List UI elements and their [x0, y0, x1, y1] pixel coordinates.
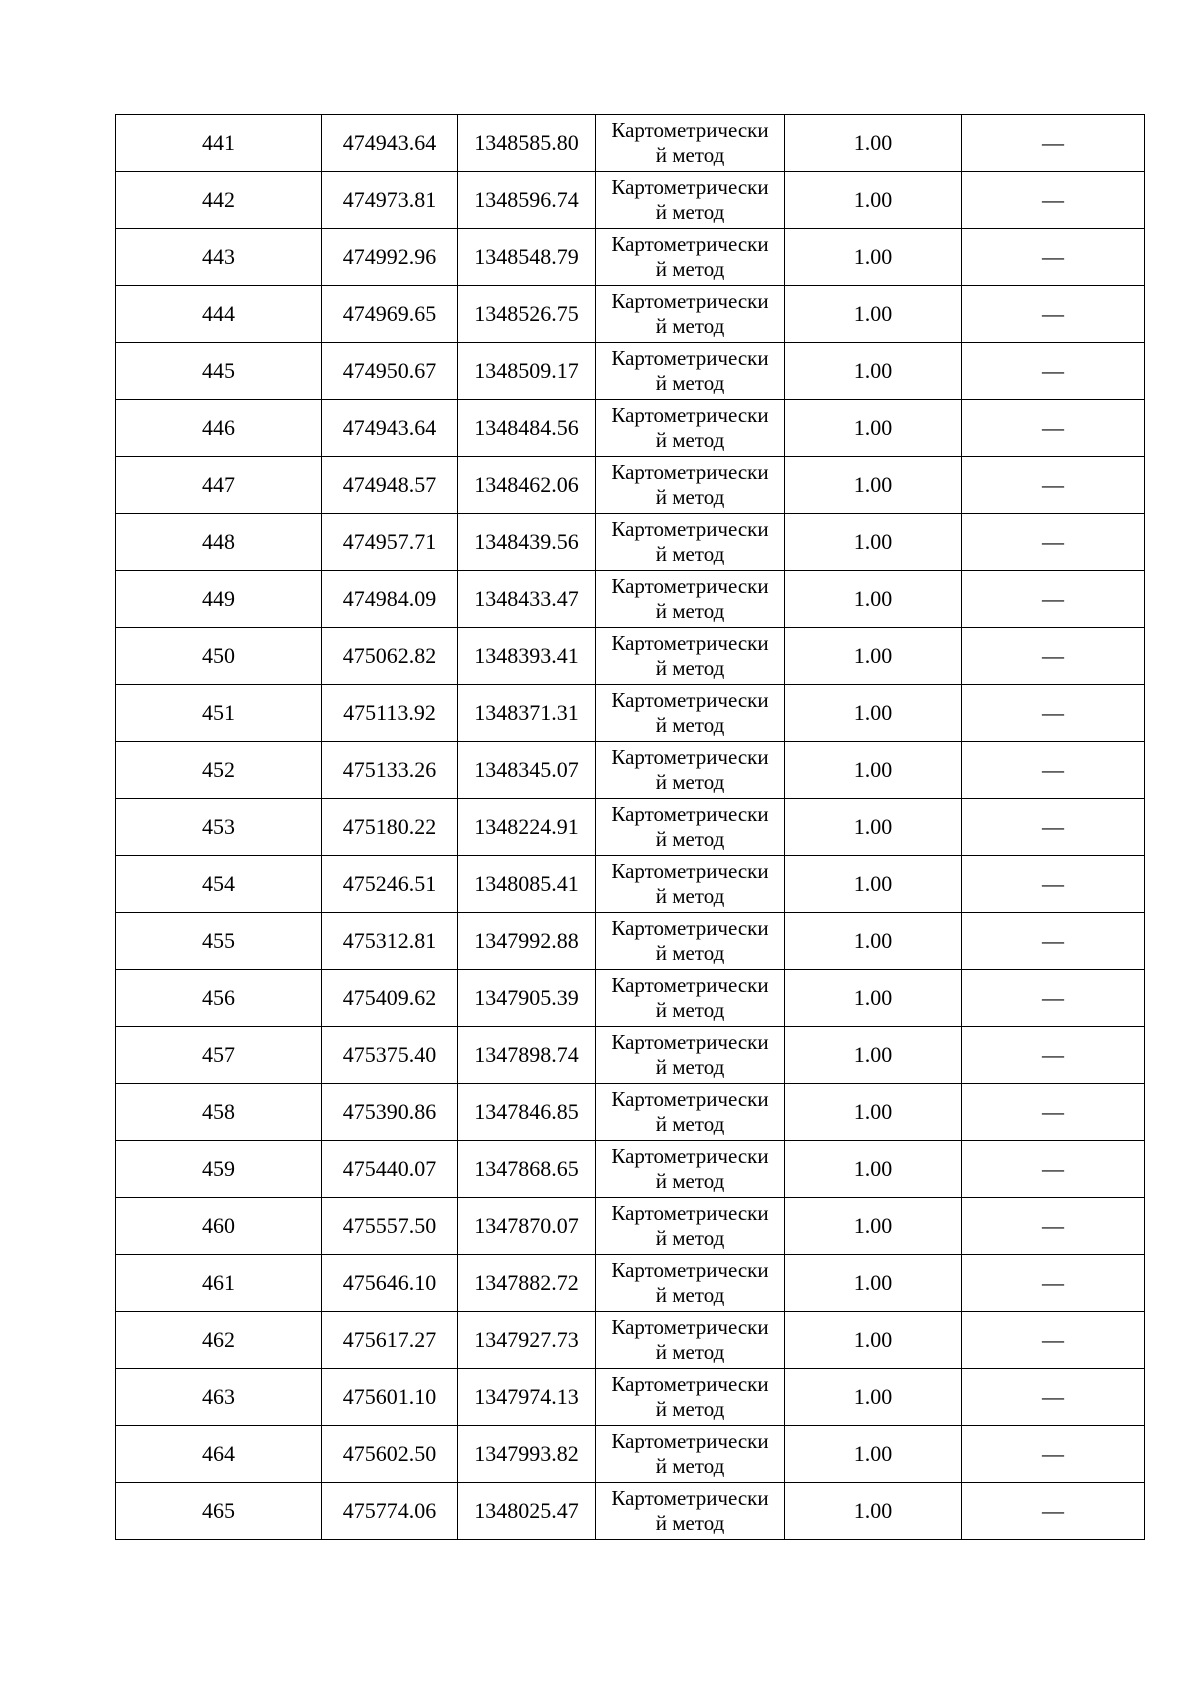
table-row [116, 1141, 1145, 1198]
point-number-cell: 463 [116, 1369, 322, 1426]
method-text-line2: й метод [655, 770, 725, 794]
x-coordinate-cell: 475180.22 [322, 799, 458, 856]
point-number-cell: 461 [116, 1255, 322, 1312]
note-cell: — [962, 1426, 1145, 1483]
y-coordinate-cell: 1348462.06 [458, 457, 596, 514]
method-text-line1: Картометрически [611, 915, 769, 940]
x-coordinate-cell: 475646.10 [322, 1255, 458, 1312]
x-coordinate-cell: 475375.40 [322, 1027, 458, 1084]
method-cell [596, 1369, 785, 1426]
method-text-line1: Картометрически [611, 573, 769, 598]
method-text-line2: й метод [655, 998, 725, 1022]
table-row [116, 400, 1145, 457]
point-number-cell: 458 [116, 1084, 322, 1141]
table-row [116, 514, 1145, 571]
method-cell [596, 1141, 785, 1198]
accuracy-cell: 1.00 [785, 571, 962, 628]
y-coordinate-cell: 1347992.88 [458, 913, 596, 970]
accuracy-cell: 1.00 [785, 856, 962, 913]
x-coordinate-cell: 474957.71 [322, 514, 458, 571]
accuracy-cell: 1.00 [785, 913, 962, 970]
point-number-cell: 447 [116, 457, 322, 514]
method-cell [596, 742, 785, 799]
method-text-line1: Картометрически [611, 174, 769, 199]
table-row [116, 1426, 1145, 1483]
y-coordinate-cell: 1348371.31 [458, 685, 596, 742]
y-coordinate-cell: 1348433.47 [458, 571, 596, 628]
method-cell [596, 799, 785, 856]
method-cell [596, 1198, 785, 1255]
accuracy-cell: 1.00 [785, 1255, 962, 1312]
method-cell [596, 115, 785, 172]
point-number-cell: 457 [116, 1027, 322, 1084]
point-number-cell: 448 [116, 514, 322, 571]
x-coordinate-cell: 475557.50 [322, 1198, 458, 1255]
method-text-line2: й метод [655, 1397, 725, 1421]
note-cell: — [962, 856, 1145, 913]
method-text-line1: Картометрически [611, 345, 769, 370]
x-coordinate-cell: 475312.81 [322, 913, 458, 970]
method-cell [596, 1483, 785, 1540]
method-text-line2: й метод [655, 884, 725, 908]
y-coordinate-cell: 1347993.82 [458, 1426, 596, 1483]
y-coordinate-cell: 1347868.65 [458, 1141, 596, 1198]
table-row [116, 229, 1145, 286]
point-number-cell: 454 [116, 856, 322, 913]
point-number-cell: 456 [116, 970, 322, 1027]
point-number-cell: 442 [116, 172, 322, 229]
method-text-line2: й метод [655, 713, 725, 737]
method-text-line2: й метод [655, 1511, 725, 1535]
note-cell: — [962, 457, 1145, 514]
y-coordinate-cell: 1347882.72 [458, 1255, 596, 1312]
method-text-line1: Картометрически [611, 402, 769, 427]
y-coordinate-cell: 1347905.39 [458, 970, 596, 1027]
point-number-cell: 449 [116, 571, 322, 628]
y-coordinate-cell: 1348484.56 [458, 400, 596, 457]
accuracy-cell: 1.00 [785, 970, 962, 1027]
note-cell: — [962, 742, 1145, 799]
point-number-cell: 459 [116, 1141, 322, 1198]
method-text-line1: Картометрически [611, 1485, 769, 1510]
method-text-line2: й метод [655, 827, 725, 851]
y-coordinate-cell: 1348509.17 [458, 343, 596, 400]
accuracy-cell: 1.00 [785, 1084, 962, 1141]
x-coordinate-cell: 475601.10 [322, 1369, 458, 1426]
x-coordinate-cell: 474943.64 [322, 400, 458, 457]
method-text-line2: й метод [655, 143, 725, 167]
method-text-line2: й метод [655, 941, 725, 965]
note-cell: — [962, 400, 1145, 457]
method-text-line1: Картометрически [611, 1029, 769, 1054]
y-coordinate-cell: 1348596.74 [458, 172, 596, 229]
method-cell [596, 343, 785, 400]
point-number-cell: 444 [116, 286, 322, 343]
method-text-line2: й метод [655, 200, 725, 224]
note-cell: — [962, 628, 1145, 685]
method-text-line1: Картометрически [611, 1314, 769, 1339]
table-row [116, 685, 1145, 742]
accuracy-cell: 1.00 [785, 628, 962, 685]
note-cell: — [962, 115, 1145, 172]
note-cell: — [962, 172, 1145, 229]
x-coordinate-cell: 475617.27 [322, 1312, 458, 1369]
method-cell [596, 685, 785, 742]
point-number-cell: 460 [116, 1198, 322, 1255]
accuracy-cell: 1.00 [785, 799, 962, 856]
table-row [116, 1027, 1145, 1084]
table-row [116, 457, 1145, 514]
y-coordinate-cell: 1347898.74 [458, 1027, 596, 1084]
y-coordinate-cell: 1347846.85 [458, 1084, 596, 1141]
method-text-line2: й метод [655, 599, 725, 623]
accuracy-cell: 1.00 [785, 343, 962, 400]
x-coordinate-cell: 475774.06 [322, 1483, 458, 1540]
table-row [116, 799, 1145, 856]
point-number-cell: 445 [116, 343, 322, 400]
accuracy-cell: 1.00 [785, 457, 962, 514]
method-cell [596, 1027, 785, 1084]
method-text-line2: й метод [655, 656, 725, 680]
method-text-line2: й метод [655, 1169, 725, 1193]
method-text-line1: Картометрически [611, 858, 769, 883]
method-cell [596, 571, 785, 628]
method-text-line1: Картометрически [611, 1143, 769, 1168]
method-text-line1: Картометрически [611, 1200, 769, 1225]
point-number-cell: 450 [116, 628, 322, 685]
note-cell: — [962, 1198, 1145, 1255]
y-coordinate-cell: 1348085.41 [458, 856, 596, 913]
point-number-cell: 443 [116, 229, 322, 286]
table-row [116, 856, 1145, 913]
note-cell: — [962, 571, 1145, 628]
method-text-line1: Картометрически [611, 459, 769, 484]
y-coordinate-cell: 1348548.79 [458, 229, 596, 286]
point-number-cell: 441 [116, 115, 322, 172]
method-cell [596, 628, 785, 685]
method-cell [596, 970, 785, 1027]
x-coordinate-cell: 475113.92 [322, 685, 458, 742]
method-cell [596, 400, 785, 457]
method-text-line1: Картометрически [611, 1257, 769, 1282]
method-cell [596, 457, 785, 514]
table-row [116, 1084, 1145, 1141]
table-row [116, 742, 1145, 799]
table-row [116, 343, 1145, 400]
accuracy-cell: 1.00 [785, 1426, 962, 1483]
point-number-cell: 451 [116, 685, 322, 742]
note-cell: — [962, 286, 1145, 343]
x-coordinate-cell: 475062.82 [322, 628, 458, 685]
y-coordinate-cell: 1348585.80 [458, 115, 596, 172]
x-coordinate-cell: 475246.51 [322, 856, 458, 913]
y-coordinate-cell: 1348393.41 [458, 628, 596, 685]
note-cell: — [962, 1084, 1145, 1141]
method-text-line2: й метод [655, 1055, 725, 1079]
x-coordinate-cell: 475440.07 [322, 1141, 458, 1198]
x-coordinate-cell: 474943.64 [322, 115, 458, 172]
y-coordinate-cell: 1348224.91 [458, 799, 596, 856]
table-row [116, 571, 1145, 628]
method-cell [596, 172, 785, 229]
point-number-cell: 446 [116, 400, 322, 457]
note-cell: — [962, 1255, 1145, 1312]
x-coordinate-cell: 474973.81 [322, 172, 458, 229]
table-row [116, 172, 1145, 229]
note-cell: — [962, 970, 1145, 1027]
method-cell [596, 913, 785, 970]
method-text-line1: Картометрически [611, 687, 769, 712]
accuracy-cell: 1.00 [785, 1369, 962, 1426]
table-row [116, 970, 1145, 1027]
accuracy-cell: 1.00 [785, 742, 962, 799]
accuracy-cell: 1.00 [785, 1027, 962, 1084]
method-cell [596, 286, 785, 343]
table-row [116, 1312, 1145, 1369]
note-cell: — [962, 799, 1145, 856]
method-text-line2: й метод [655, 1226, 725, 1250]
method-text-line2: й метод [655, 1112, 725, 1136]
method-text-line1: Картометрически [611, 972, 769, 997]
x-coordinate-cell: 474969.65 [322, 286, 458, 343]
point-number-cell: 465 [116, 1483, 322, 1540]
table-row [116, 1483, 1145, 1540]
method-text-line1: Картометрически [611, 231, 769, 256]
note-cell: — [962, 514, 1145, 571]
method-cell [596, 1255, 785, 1312]
accuracy-cell: 1.00 [785, 400, 962, 457]
x-coordinate-cell: 475133.26 [322, 742, 458, 799]
accuracy-cell: 1.00 [785, 172, 962, 229]
table-row [116, 115, 1145, 172]
y-coordinate-cell: 1348526.75 [458, 286, 596, 343]
method-text-line1: Картометрически [611, 801, 769, 826]
method-cell [596, 514, 785, 571]
x-coordinate-cell: 474992.96 [322, 229, 458, 286]
y-coordinate-cell: 1348439.56 [458, 514, 596, 571]
coordinates-table [115, 114, 1145, 1540]
accuracy-cell: 1.00 [785, 1312, 962, 1369]
method-cell [596, 1312, 785, 1369]
method-cell [596, 229, 785, 286]
method-text-line2: й метод [655, 1283, 725, 1307]
method-text-line2: й метод [655, 371, 725, 395]
y-coordinate-cell: 1348345.07 [458, 742, 596, 799]
method-text-line1: Картометрически [611, 744, 769, 769]
point-number-cell: 453 [116, 799, 322, 856]
method-text-line2: й метод [655, 542, 725, 566]
x-coordinate-cell: 474950.67 [322, 343, 458, 400]
accuracy-cell: 1.00 [785, 286, 962, 343]
method-text-line2: й метод [655, 314, 725, 338]
method-cell [596, 1084, 785, 1141]
accuracy-cell: 1.00 [785, 1483, 962, 1540]
accuracy-cell: 1.00 [785, 1198, 962, 1255]
point-number-cell: 455 [116, 913, 322, 970]
method-text-line2: й метод [655, 1340, 725, 1364]
method-text-line1: Картометрически [611, 117, 769, 142]
x-coordinate-cell: 475602.50 [322, 1426, 458, 1483]
x-coordinate-cell: 475390.86 [322, 1084, 458, 1141]
method-text-line1: Картометрически [611, 1086, 769, 1111]
coordinates-table-body [116, 115, 1145, 1540]
method-text-line1: Картометрически [611, 630, 769, 655]
note-cell: — [962, 1141, 1145, 1198]
method-text-line1: Картометрически [611, 1371, 769, 1396]
point-number-cell: 462 [116, 1312, 322, 1369]
method-cell [596, 856, 785, 913]
method-text-line2: й метод [655, 1454, 725, 1478]
note-cell: — [962, 1027, 1145, 1084]
note-cell: — [962, 685, 1145, 742]
method-text-line2: й метод [655, 485, 725, 509]
accuracy-cell: 1.00 [785, 1141, 962, 1198]
method-text-line1: Картометрически [611, 1428, 769, 1453]
note-cell: — [962, 343, 1145, 400]
y-coordinate-cell: 1347974.13 [458, 1369, 596, 1426]
method-text-line2: й метод [655, 257, 725, 281]
y-coordinate-cell: 1348025.47 [458, 1483, 596, 1540]
note-cell: — [962, 1369, 1145, 1426]
table-row [116, 913, 1145, 970]
accuracy-cell: 1.00 [785, 229, 962, 286]
table-row [116, 1369, 1145, 1426]
note-cell: — [962, 1483, 1145, 1540]
y-coordinate-cell: 1347927.73 [458, 1312, 596, 1369]
table-row [116, 286, 1145, 343]
point-number-cell: 464 [116, 1426, 322, 1483]
table-row [116, 1198, 1145, 1255]
y-coordinate-cell: 1347870.07 [458, 1198, 596, 1255]
accuracy-cell: 1.00 [785, 685, 962, 742]
note-cell: — [962, 1312, 1145, 1369]
accuracy-cell: 1.00 [785, 115, 962, 172]
point-number-cell: 452 [116, 742, 322, 799]
method-cell [596, 1426, 785, 1483]
method-text-line2: й метод [655, 428, 725, 452]
x-coordinate-cell: 474948.57 [322, 457, 458, 514]
table-row [116, 628, 1145, 685]
x-coordinate-cell: 474984.09 [322, 571, 458, 628]
method-text-line1: Картометрически [611, 516, 769, 541]
method-text-line1: Картометрически [611, 288, 769, 313]
x-coordinate-cell: 475409.62 [322, 970, 458, 1027]
note-cell: — [962, 229, 1145, 286]
note-cell: — [962, 913, 1145, 970]
accuracy-cell: 1.00 [785, 514, 962, 571]
table-row [116, 1255, 1145, 1312]
